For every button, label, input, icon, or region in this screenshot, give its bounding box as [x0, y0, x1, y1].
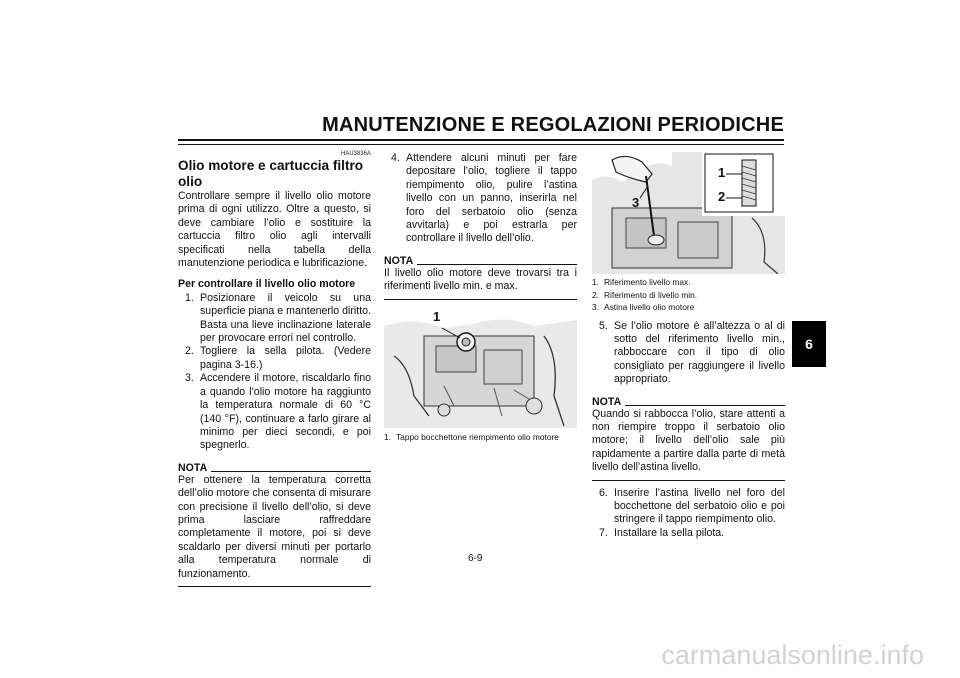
list-item [592, 487, 785, 527]
chapter-tab: 6 [792, 321, 826, 367]
step-text: Attendere alcuni minuti per fare depositare l’olio, togliere il tappo riempimento olio, pulire l’astina livello con un panno, inserirla nel foro del serbatoio olio (senza avvitarla) e poi estrarla per controllare il livello dell’olio. [406, 152, 577, 245]
steps-list-d [592, 487, 785, 541]
step-text: Posizionare il veicolo su una superficie piana e mantenerlo diritto. Basta una lieve inclinazione laterale per provocare errori nel controllo. [200, 291, 371, 345]
caption-text: Tappo bocchettone riempimento olio motore [396, 431, 559, 442]
page-title: MANUTENZIONE E REGOLAZIONI PERIODICHE [322, 114, 784, 136]
list-item [178, 372, 371, 452]
nota-rule [211, 471, 371, 472]
figure-callout: 1 [433, 308, 441, 324]
nota-rule [625, 405, 785, 406]
figure-dipstick [592, 152, 785, 274]
nota-3-end-rule [592, 480, 785, 481]
title-rule-thick [178, 139, 784, 141]
figure-2-caption [592, 276, 785, 314]
figure-callout-3: 3 [632, 195, 640, 210]
steps-list-c [592, 320, 785, 387]
watermark: carmanualsonline.info [661, 640, 924, 670]
intro-paragraph: Controllare sempre il livello olio motore prima di ogni utilizzo. Oltre a questo, si deve cambiare l’olio e sostituire la cartuccia filtro olio agli intervalli specificati nella tabella della manutenzione periodica e lubrificazione. [178, 190, 371, 270]
list-item [178, 345, 371, 372]
title-rule-thin [178, 144, 784, 145]
nota-2-text: Il livello olio motore deve trovarsi tra i riferimenti livello min. e max. [384, 266, 577, 293]
list-item [592, 320, 785, 387]
figure-1-caption [384, 431, 577, 444]
step-number: 5. [599, 319, 608, 332]
nota-label: NOTA [384, 254, 414, 267]
step-number: 6. [599, 486, 608, 499]
step-number: 1. [185, 291, 194, 304]
section-code: HAU3836A [340, 151, 371, 157]
list-item [592, 527, 785, 540]
step-text: Installare la sella pilota. [614, 526, 725, 539]
column-1 [178, 150, 371, 587]
nota-1-end-rule [178, 586, 371, 587]
caption-line [592, 276, 785, 289]
step-number: 3. [185, 372, 194, 385]
caption-number: 1. [592, 277, 599, 287]
nota-3-text: Quando si rabbocca l’olio, stare attenti a non riempire troppo il serbatoio olio motore; il livello dell’olio sale più rapidamente a partire dalla parte di metà livello dell’astina livello. [592, 407, 785, 474]
step-text: Accendere il motore, riscaldarlo fino a quando l’olio motore ha raggiunto la temperatura normale di 60 °C (140 °F), continuare a farlo girare al minimo per dieci secondi, e poi spegnerlo. [200, 372, 371, 452]
figure-callout-1: 1 [718, 165, 726, 180]
steps-list-b [384, 152, 577, 246]
list-item [384, 152, 577, 246]
column-3 [592, 152, 785, 540]
nota-rule [417, 264, 577, 265]
caption-number: 1. [384, 431, 391, 442]
caption-text: Riferimento di livello min. [604, 289, 698, 300]
caption-number: 2. [592, 289, 599, 300]
engine-illustration [384, 306, 577, 428]
column-2 [384, 152, 577, 443]
steps-list-a [178, 292, 371, 453]
step-number: 7. [599, 526, 608, 539]
nota-label: NOTA [178, 461, 208, 474]
step-text: Togliere la sella pilota. (Vedere pagina 3-16.) [200, 345, 371, 371]
caption-line [592, 301, 785, 314]
nota-1-header [178, 462, 371, 474]
figure-oil-filler-cap [384, 306, 577, 428]
caption-text: Astina livello olio motore [604, 302, 695, 312]
step-number: 4. [391, 152, 400, 164]
dipstick-illustration [592, 152, 785, 274]
caption-text: Riferimento livello max. [604, 277, 691, 287]
section-heading: Olio motore e cartuccia filtro olio [178, 158, 364, 189]
step-text: Se l’olio motore è all’altezza o al di sotto del riferimento livello min., rabboccare con il tipo di olio consigliato per raggiungere il livello appropriato. [614, 319, 785, 386]
nota-2-end-rule [384, 299, 577, 300]
nota-2-header [384, 255, 577, 267]
list-item [178, 292, 371, 346]
figure-callout-2: 2 [718, 189, 726, 204]
nota-3-header [592, 396, 785, 408]
caption-number: 3. [592, 302, 599, 312]
caption-line [592, 289, 785, 302]
step-text: Inserire l’astina livello nel foro del bocchettone del serbatoio olio e poi stringere il tappo riempimento olio. [614, 486, 785, 526]
nota-label: NOTA [592, 395, 622, 408]
step-number: 2. [185, 345, 194, 358]
subheading: Per controllare il livello olio motore [178, 278, 356, 291]
nota-1-text: Per ottenere la temperatura corretta dell’olio motore che consenta di misurare con precisione il livello dell’olio, si deve prima lasciare raffreddare completamente il motore, poi si deve scaldarlo per diversi minuti per portarlo alla temperatura normale di funzionamento. [178, 473, 371, 580]
page-number: 6-9 [468, 553, 483, 564]
